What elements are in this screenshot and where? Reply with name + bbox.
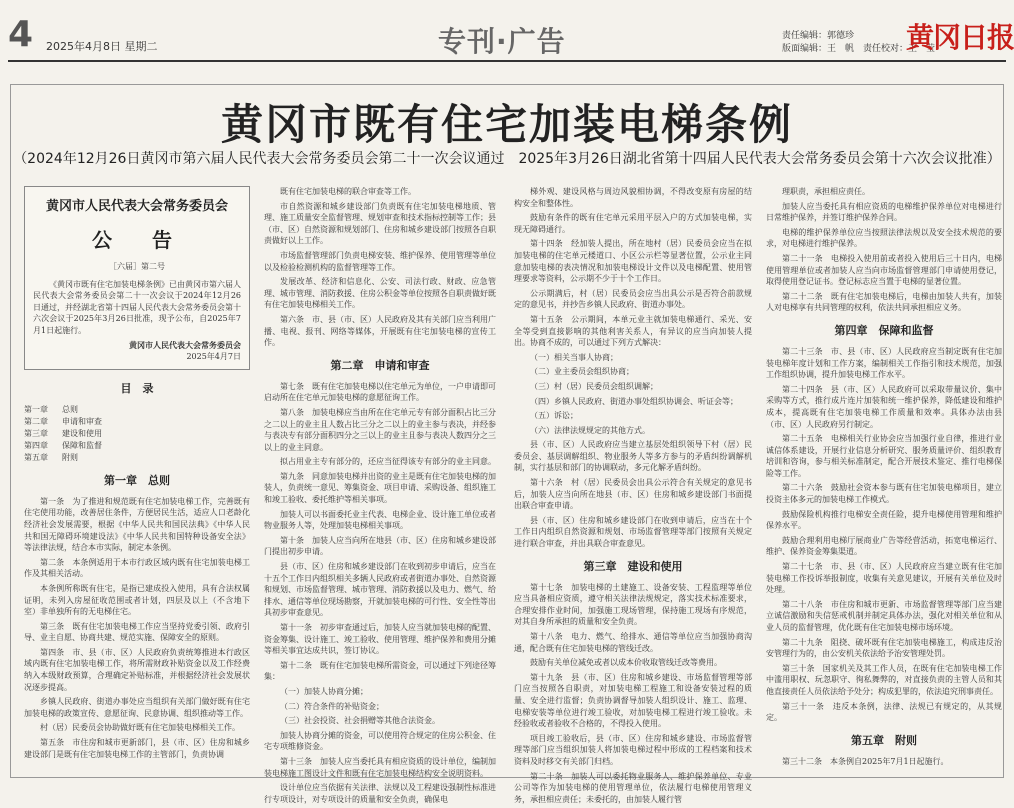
paragraph: 第一条 为了推进和规范既有住宅加装电梯工作，完善既有住宅使用功能，改善居住条件，方便居民生活，适应人口老龄化经济社会发展需要，根据《中华人民共和国民法典》《中华人民共和国无障碍环境建设法》《中华人民共和国特种设备安全法》等法律法规，结合本市实际，制定本条例。 <box>24 496 250 553</box>
paragraph: 第五条 市住房和城市更新部门，县（市、区）住房和城乡建设部门是既有住宅加装电梯工作的主管部门，负责协调 <box>24 738 250 759</box>
paragraph: 第十八条 电力、燃气、给排水、通信等单位应当加强协商沟通，配合既有住宅加装电梯的管线迁改。 <box>514 632 752 653</box>
toc-chapter-title: 保障和监督 <box>62 440 102 450</box>
toc-item <box>24 416 250 428</box>
paragraph: 设计单位应当依据有关法律、法规以及工程建设强制性标准进行专项设计，对专项设计的质量和安全负责，确保电 <box>264 783 496 804</box>
paragraph: 项目竣工验收后，县（市、区）住房和城乡建设、市场监督管理等部门应当组织加装人将加装电梯过程中形成的工程档案和技术资料及时移交有关部门归档。 <box>514 733 752 766</box>
paragraph: 第三十一条 违反本条例，法律、法规已有规定的，从其规定。 <box>766 701 1002 723</box>
paragraph: 第三十二条 本条例自2025年7月1日起施行。 <box>782 756 949 766</box>
column-4-body-c <box>766 756 1002 768</box>
toc-item <box>24 404 250 416</box>
layout-credit: 版面编辑：王 帆 责任校对：王 莹 <box>782 44 936 54</box>
paragraph: 拟占用业主专有部分的，还应当征得该专有部分的业主同意。 <box>280 457 496 467</box>
subtitle: （2024年12月26日黄冈市第六届人民代表大会常务委员会第二十一次会议通过 2025年3月26日湖北省第十四届人民代表大会常务委员会第十六次会议批准） <box>13 151 1001 167</box>
paragraph: 第十五条 公示期间，本单元业主就加装电梯通行、采光、安全等受到直接影响的其他利害关系人，有异议的应当向加装人提出。协商不成的，可以通过下列方式解决： <box>514 314 752 348</box>
paragraph: 公示期满后，村（居）民委员会应当出具公示是否符合前款规定的意见书，并抄告乡镇人民政府、街道办事处。 <box>514 288 752 310</box>
headline: 黄冈市既有住宅加装电梯条例 <box>220 100 793 149</box>
column-4 <box>766 186 1002 770</box>
paragraph: 第二十六条 鼓励社会资本参与既有住宅加装电梯项目，建立投资主体多元的加装电梯工作模式。 <box>766 483 1002 505</box>
masthead <box>0 0 1014 60</box>
paragraph: 鼓励保险机构推行电梯安全责任险，提升电梯使用管理和维护保养水平。 <box>766 509 1002 531</box>
paragraph: 第二十五条 电梯相关行业协会应当加强行业自律，推进行业诚信体系建设，开展行业信息分析研究、服务质量评价、组织教育培训和咨询，参与相关标准制定，配合开展技术鉴定、推行电梯保险等工作。 <box>766 434 1002 478</box>
paragraph: 第二十二条 既有住宅加装电梯后，电梯由加装人共有，加装人对电梯享有共同管理的权利，依法共同承担相应义务。 <box>766 291 1002 313</box>
paragraph: 本条例所称既有住宅，是指已建成投入使用，具有合法权属证明，未列入房屋征收范围或者计划，四层及以上（不含地下室）非单独所有的无电梯住宅。 <box>24 583 250 617</box>
paragraph: 第二十条 加装人可以委托物业服务人、维护保养单位、专业公司等作为加装电梯的使用管理单位，依法履行电梯使用管理义务，承担相应责任；未委托的，由加装人履行管 <box>514 771 752 804</box>
toc-chapter-title: 申请和审查 <box>62 416 102 426</box>
paragraph: 第三条 既有住宅加装电梯工作应当坚持党委引领、政府引导、业主自愿、协商共建、规范实施、保障安全的原则。 <box>24 621 250 643</box>
notice-kind: 公 告 <box>92 228 182 252</box>
paragraph: 第二十四条 县（市、区）人民政府可以采取带量议价、集中采购等方式，推行成片连片加装和统一维护保养，降低建设和维护成本，提高既有住宅加装电梯工作质量和效率。具体办法由县（市、区）人民政府另行制定。 <box>766 384 1002 429</box>
paragraph: 第八条 加装电梯应当由所在住宅单元专有部分面积占比三分之二以上的业主且人数占比三分之二以上的业主参与表决，并经参与表决专有部分面积四分之三以上的业主且参与表决人数四分之三以上的业主同意。 <box>264 407 496 452</box>
paragraph: 第二条 本条例适用于本市行政区域内既有住宅加装电梯工作及其相关活动。 <box>24 557 250 579</box>
toc-chapter-title: 附则 <box>62 452 78 462</box>
notice-number: ［六届］第二号 <box>109 262 165 271</box>
chapter-1-heading: 第一章 总则 <box>104 473 170 487</box>
paragraph: 电梯的维护保养单位应当按照法律法规以及安全技术规范的要求，对电梯进行维护保养。 <box>766 227 1002 249</box>
toc-chapter-number: 第二章 <box>24 416 48 426</box>
column-3-body-b <box>514 582 752 806</box>
notice-issuer: 黄冈市人民代表大会常务委员会 <box>45 199 228 214</box>
issue-date: 2025年4月8日 星期二 <box>46 40 158 53</box>
paragraph: （五）诉讼； <box>530 411 578 421</box>
toc-item <box>24 428 250 440</box>
toc-chapter-title: 建设和使用 <box>62 428 102 438</box>
paragraph: 第十一条 初步审查通过后，加装人应当就加装电梯的配置、资金筹集、设计施工、竣工验收、使用管理、维护保养和费用分摊等相关事宜达成共识，签订协议。 <box>264 623 496 656</box>
notice-body: 《黄冈市既有住宅加装电梯条例》已由黄冈市第六届人民代表大会常务委员会第二十一次会议于2024年12月26日通过，并经湖北省第十四届人民代表大会常务委员会第十六次会议于2025年3月26日批准，现予公布，自2025年7月1日起施行。 <box>33 279 241 335</box>
paragraph: 第二十七条 市、县（市、区）人民政府应当建立既有住宅加装电梯工作投诉举报制度，收集有关意见建议，开展有关单位及时处理。 <box>766 562 1002 595</box>
paragraph: 鼓励有关单位减免或者以成本价收取管线迁改等费用。 <box>530 658 722 668</box>
paragraph: 乡镇人民政府、街道办事处应当组织有关部门做好既有住宅加装电梯的政策宣传、意愿征询、民意协调、组织推动等工作。 <box>24 697 250 718</box>
section-title: 专刊·广告 <box>438 25 566 58</box>
chapter-3-heading: 第三章 建设和使用 <box>583 559 683 573</box>
paragraph: 第二十三条 市、县（市、区）人民政府应当制定既有住宅加装电梯年度计划和工作方案，编制相关工作指引和技术规范，加强工作组织协调，提升加装电梯工作水平。 <box>766 346 1002 380</box>
paragraph: （二）业主委员会组织协商； <box>530 367 634 377</box>
paragraph: 加装人协商分摊的资金，可以使用符合规定的住房公积金、住宅专项维修资金。 <box>264 730 496 752</box>
chapter-5-heading: 第五章 附则 <box>851 733 917 747</box>
column-4-body-b <box>766 346 1002 724</box>
toc-heading: 目 录 <box>120 381 154 395</box>
paragraph: 第六条 市、县（市、区）人民政府及其有关部门应当利用广播、电视、报刊、网络等媒体，开展既有住宅加装电梯的宣传工作。 <box>264 314 496 348</box>
toc-chapter-number: 第四章 <box>24 440 48 450</box>
toc-chapter-number: 第一章 <box>24 404 48 414</box>
column-3-body-a <box>514 186 752 550</box>
paragraph: 第十七条 加装电梯的土建施工、设备安装、工程监理等单位应当具备相应资质，遵守相关法律法规规定，落实技术标准要求，合理安排作业时间，加强施工现场管理，保持施工现场有序规范，对其自身所承担的质量和安全负责。 <box>514 582 752 627</box>
paragraph: 第三十条 国家机关及其工作人员，在既有住宅加装电梯工作中滥用职权、玩忽职守、徇私舞弊的，对直接负责的主管人员和其他直接责任人员依法给予处分；构成犯罪的，依法追究刑事责任。 <box>766 663 1002 696</box>
paragraph: 县（市、区）人民政府应当建立基层处组织领导下村（居）民委员会、基层调解组织、物业服务人等多方参与的矛盾纠纷调解机制，实行基层和部门的协调联动，多元化解矛盾纠纷。 <box>514 440 752 473</box>
toc-chapter-title: 总则 <box>62 404 78 414</box>
notice-signature: 黄冈市人民代表大会常务委员会 <box>129 339 241 350</box>
masthead-rule <box>8 60 1006 62</box>
paragraph: 第十六条 村（居）民委员会出具公示符合有关规定的意见书后，加装人应当向所在地县（市、区）住房和城乡建设部门书面提出联合审查申请。 <box>514 478 752 511</box>
paragraph: 既有住宅加装电梯的联合审查等工作。 <box>280 187 416 196</box>
column-1 <box>24 186 250 763</box>
paragraph: 第二十八条 市住房和城市更新、市场监督管理等部门应当建立诚信激励和失信惩戒机制并制定具体办法，强化对相关单位和从业人员的监督管理，优化既有住宅加装电梯市场环境。 <box>766 599 1002 632</box>
column-4-body-a <box>766 186 1002 314</box>
chapter-1-body <box>24 496 250 760</box>
column-2 <box>264 186 496 808</box>
column-3 <box>514 186 752 808</box>
paragraph: 理职责，承担相应责任。 <box>782 187 870 196</box>
paragraph: 第十三条 加装人应当委托具有相应资质的设计单位，编制加装电梯施工图设计文件和既有住宅加装电梯结构安全说明资料。 <box>264 756 496 778</box>
toc-item <box>24 440 250 452</box>
newspaper-logo: 黄冈日报 <box>906 21 1014 54</box>
paragraph: （一）加装人协商分摊； <box>280 686 368 696</box>
paragraph: 梯外观、建设风格与周边风貌相协调，不得改变原有房屋的结构安全和整体性。 <box>514 187 752 208</box>
table-of-contents <box>24 404 250 464</box>
paragraph: 鼓励有条件的既有住宅单元采用平层入户的方式加装电梯，实现无障碍通行。 <box>514 213 752 234</box>
paragraph: 第十二条 既有住宅加装电梯所需资金，可以通过下列途径筹集： <box>264 660 496 682</box>
paragraph: 第十四条 经加装人提出，所在地村（居）民委员会应当在拟加装电梯的住宅单元楼道口、小区公示栏等显著位置，公示业主同意加装电梯的表决情况和加装电梯设计文件以及电梯配置、使用管理要求等资料，公示期不少于十个工作日。 <box>514 239 752 284</box>
paragraph: （三）社会投资、社会捐赠等其他合法资金。 <box>280 716 440 726</box>
editor-credit: 责任编辑：郭德珍 <box>782 31 855 41</box>
toc-chapter-number: 第五章 <box>24 452 48 462</box>
notice-date: 2025年4月7日 <box>186 352 241 362</box>
paragraph: 县（市、区）住房和城乡建设部门在收到初步申请后，应当在十五个工作日内组织相关多辆人民政府或者街道办事处、自然资源和规划、市场监督管理、城市管理、消防救援以及电力、燃气、给排水、通信等单位现场勘察，开就加装电梯的可行性、安全性等出具初步审查意见。 <box>264 562 496 618</box>
paragraph: （四）乡镇人民政府、街道办事处组织协调会、听证会等； <box>530 396 738 406</box>
toc-chapter-number: 第三章 <box>24 428 48 438</box>
paragraph: 村（居）民委员会协助做好既有住宅加装电梯相关工作。 <box>40 723 240 733</box>
paragraph: 第二十九条 阻挠、破坏既有住宅加装电梯施工，构成违反治安管理行为的，由公安机关依法给予治安管理处罚。 <box>766 637 1002 659</box>
page-number: 4 <box>8 14 34 55</box>
paragraph: 第四条 市、县（市、区）人民政府负责统筹推进本行政区域内既有住宅加装电梯工作，将所需财政补贴资金以及工作经费纳入本级财政预算，合理确定补贴标准，并根据经济社会发展状况逐步提高。 <box>24 647 250 692</box>
paragraph: （二）符合条件的补贴资金； <box>280 701 384 711</box>
paragraph: 县（市、区）住房和城乡建设部门在收到申请后，应当在十个工作日内组织自然资源和规划、市场监督管理等部门按照有关规定进行联合审查，并出具联合审查意见。 <box>514 515 752 549</box>
column-2-body-b <box>264 381 496 806</box>
paragraph: 市自然资源和城乡建设部门负责既有住宅加装电梯地质、管理、施工质量安全监督管理、规划审查和技术指标控制等工作；县（市、区）自然资源和规划部门、住房和城乡建设部门按照各自职责做好以上工作。 <box>264 201 496 246</box>
paragraph: （一）相关当事人协商； <box>530 352 618 362</box>
paragraph: 第十九条 县（市、区）住房和城乡建设、市场监督管理等部门应当按照各自职责，对加装电梯工程施工和设备安装过程的质量、安全进行监督；负责协调督导加装人组织设计、施工、监理、电梯安装等单位进行竣工验收，对加装电梯工程进行竣工验收。未经验收或者验收不合格的，不得投入使用。 <box>514 672 752 729</box>
paragraph: 第七条 既有住宅加装电梯以住宅单元为单位，一户申请即可启动所在住宅单元加装电梯的意愿征询工作。 <box>264 381 496 403</box>
paragraph: （三）村（居）民委员会组织调解； <box>530 381 658 391</box>
paragraph: 第十条 加装人应当向所在地县（市、区）住房和城乡建设部门提出初步申请。 <box>264 535 496 557</box>
paragraph: 市场监督管理部门负责电梯安装、维护保养、使用管理等单位以及检验检测机构的监督管理等工作。 <box>264 250 496 272</box>
chapter-2-heading: 第二章 申请和审查 <box>330 358 430 372</box>
paragraph: 第二十一条 电梯投入使用前或者投入使用后三十日内，电梯使用管理单位或者加装人应当向市场监督管理部门申请使用登记，取得使用登记证书。登记标志应当置于电梯的显著位置。 <box>766 253 1002 287</box>
paragraph: 发展改革、经济和信息化、公安、司法行政、财政、应急管理、城市管理、消防救援、住房公积金等单位按照各自职责做好既有住宅加装电梯相关工作。 <box>264 277 496 310</box>
announcement-box <box>24 186 250 370</box>
paragraph: （六）法律法规规定的其他方式。 <box>530 425 650 435</box>
paragraph: 加装人应当委托具有相应资质的电梯维护保养单位对电梯进行日常维护保养，并签订维护保养合同。 <box>766 201 1002 223</box>
paragraph: 第九条 同意加装电梯并出资的业主是既有住宅加装电梯的加装人，负责统一意见、筹集资金、项目申请、采购设备、组织施工和竣工验收、委托维护等相关事项。 <box>264 471 496 505</box>
paragraph: 鼓励合理利用电梯厅展商业广告等经营活动，拓宽电梯运行、维护、保养资金筹集渠道。 <box>766 535 1002 557</box>
toc-item <box>24 452 250 464</box>
column-2-body-a <box>264 186 496 349</box>
chapter-4-heading: 第四章 保障和监督 <box>834 323 934 337</box>
paragraph: 加装人可以书面委托业主代表、电梯企业、设计施工单位或者物业服务人等，处理加装电梯相关事项。 <box>264 509 496 531</box>
